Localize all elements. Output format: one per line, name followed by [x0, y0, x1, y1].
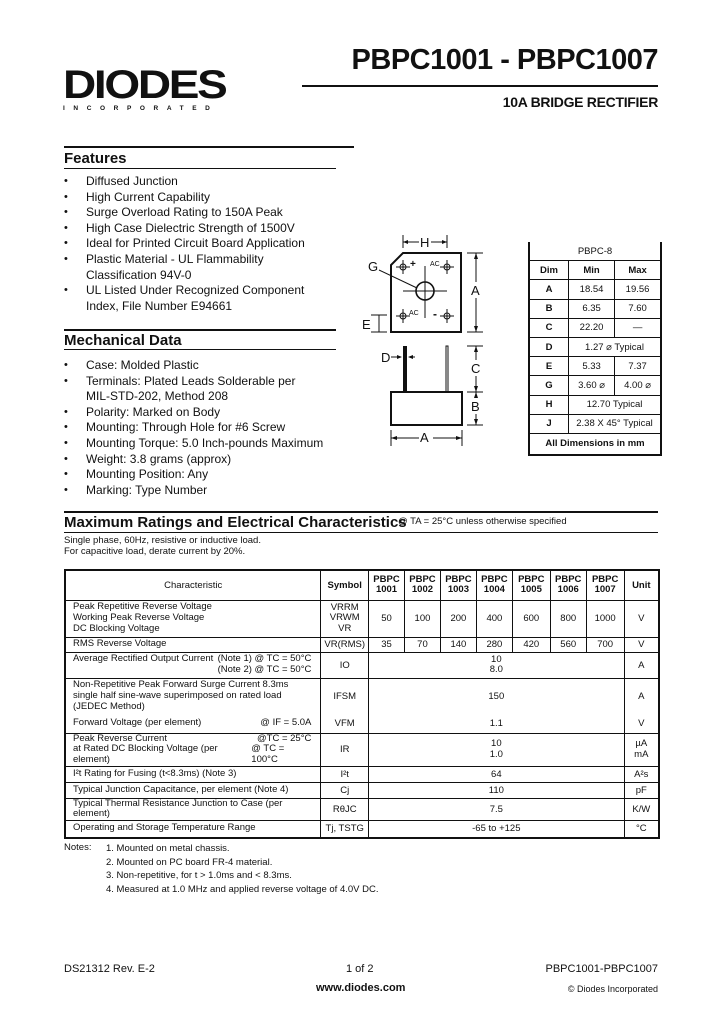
footer-part-number: PBPC1001-PBPC1007	[545, 963, 658, 975]
notes-label: Notes:	[64, 842, 92, 853]
package-name: PBPC-8	[530, 242, 660, 261]
features-underline	[64, 168, 336, 169]
dim-row: H 12.70 Typical	[530, 395, 660, 414]
table-row: Average Rectified Output Current (Note 1) @ TC = 50°C (Note 2) @ TC = 50°C IO 10 8.0 A	[66, 652, 658, 678]
dim-row: B 6.35 7.60	[530, 299, 660, 318]
dim-label-e: E	[362, 317, 371, 332]
col-part: PBPC 1007	[586, 571, 624, 600]
polarity-plus: +	[410, 259, 416, 270]
table-row: Typical Junction Capacitance, per element (Note 4) Cj 110 pF	[66, 782, 658, 798]
ratings-heading: Maximum Ratings and Electrical Characteristics	[64, 514, 407, 531]
notes-list	[106, 842, 378, 896]
polarity-minus: -	[433, 307, 437, 321]
dimension-table	[528, 242, 662, 456]
feature-item: • Diffused Junction	[64, 174, 334, 190]
dim-row: A 18.54 19.56	[530, 280, 660, 299]
ratings-table	[64, 569, 660, 839]
dim-label-d: D	[381, 350, 391, 365]
col-symbol: Symbol	[321, 571, 369, 600]
dim-row: C 22.20 —	[530, 318, 660, 337]
table-row: I²t Rating for Fusing (t<8.3ms) (Note 3) I²t 64 A²s	[66, 766, 658, 782]
table-row: RMS Reverse Voltage VR(RMS) 35 70 140 280 420 560 700 V	[66, 637, 658, 652]
title-divider	[302, 85, 658, 87]
feature-item: • Ideal for Printed Circuit Board Application	[64, 236, 334, 252]
ratings-rule	[64, 511, 658, 513]
table-row: Peak Repetitive Reverse Voltage Working Peak Reverse Voltage DC Blocking Voltage VRRM VRWM VR 50 100 200 400 600 800 1000 V	[66, 600, 658, 637]
col-unit: Unit	[624, 571, 658, 600]
logo-subtitle: INCORPORATED	[63, 105, 219, 112]
features-list	[64, 174, 334, 314]
features-rule	[64, 146, 354, 148]
mechanical-rule	[64, 329, 336, 331]
dim-label-a-bottom: A	[420, 430, 429, 445]
note-item: 3. Non-repetitive, for t > 1.0ms and < 8.3ms.	[106, 870, 292, 881]
diodes-logo	[63, 63, 226, 112]
feature-item: • Plastic Material - UL Flammability Classification 94V-0	[64, 252, 286, 283]
col-part: PBPC 1004	[476, 571, 512, 600]
pin-ac-label: AC	[430, 261, 440, 268]
mechanical-item: • Mounting: Through Hole for #6 Screw	[64, 420, 334, 436]
mechanical-underline	[64, 349, 336, 350]
table-header-row	[66, 571, 658, 600]
logo-wordmark: DIODES	[63, 63, 226, 107]
table-row: Non-Repetitive Peak Forward Surge Current 8.3ms single half sine-wave superimposed on rated load (JEDEC Method) IFSM 150 A	[66, 678, 658, 714]
feature-item: • High Current Capability	[64, 190, 334, 206]
ratings-condition: @ TA = 25°C unless otherwise specified	[398, 516, 567, 527]
col-part: PBPC 1002	[404, 571, 440, 600]
load-note-1: Single phase, 60Hz, resistive or inductive load.	[64, 535, 261, 546]
dim-label-c: C	[471, 361, 481, 376]
max-header: Max	[615, 261, 660, 280]
note-item: 2. Mounted on PC board FR-4 material.	[106, 856, 273, 868]
dim-label-a-top: A	[471, 283, 480, 298]
dimensions-unit-note: All Dimensions in mm	[545, 438, 645, 450]
mechanical-item: • Weight: 3.8 grams (approx)	[64, 452, 334, 468]
features-heading: Features	[64, 150, 127, 167]
dim-row: D 1.27 ⌀ Typical	[530, 337, 660, 356]
dim-row: G 3.60 ⌀ 4.00 ⌀	[530, 376, 660, 395]
table-row: Operating and Storage Temperature Range Tj, TSTG -65 to +125 °C	[66, 821, 658, 837]
table-row: Forward Voltage (per element) @ IF = 5.0A VFM 1.1 V	[66, 714, 658, 733]
copyright: © Diodes Incorporated	[567, 984, 658, 994]
note-item: 1. Mounted on metal chassis.	[106, 843, 230, 854]
col-part: PBPC 1005	[512, 571, 550, 600]
website-link[interactable]: www.diodes.com	[316, 982, 406, 994]
mechanical-item: • Case: Molded Plastic	[64, 358, 334, 374]
page-subtitle: 10A BRIDGE RECTIFIER	[502, 94, 658, 110]
dim-label-g: G	[368, 259, 379, 274]
col-part: PBPC 1001	[369, 571, 405, 600]
feature-item: • UL Listed Under Recognized Component Index, File Number E94661	[64, 283, 311, 314]
table-row: Peak Reverse Current @TC = 25°C at Rated DC Blocking Voltage (per element) @ TC = 100°C IR 10 1.0 µA mA	[66, 733, 658, 766]
feature-item: • High Case Dielectric Strength of 1500V	[64, 221, 334, 237]
mechanical-item: • Polarity: Marked on Body	[64, 405, 334, 421]
mechanical-item: • Marking: Type Number	[64, 483, 334, 499]
document-id: DS21312 Rev. E-2	[64, 963, 155, 975]
ratings-underline	[64, 532, 658, 533]
col-part: PBPC 1003	[440, 571, 476, 600]
col-characteristic: Characteristic	[66, 571, 321, 600]
load-note-2: For capacitive load, derate current by 20%.	[64, 546, 246, 557]
page-title: PBPC1001 - PBPC1007	[351, 44, 658, 76]
mechanical-item: • Mounting Position: Any	[64, 467, 334, 483]
pin-ac-label: AC	[409, 310, 419, 317]
mechanical-item: • Terminals: Plated Leads Solderable per MIL-STD-202, Method 208	[64, 374, 306, 405]
dim-row: J 2.38 X 45° Typical	[530, 414, 660, 433]
page-number: 1 of 2	[346, 963, 374, 975]
mechanical-item: • Mounting Torque: 5.0 Inch-pounds Maximum	[64, 436, 334, 452]
dim-header: Dim	[530, 261, 569, 280]
note-item: 4. Measured at 1.0 MHz and applied reverse voltage of 4.0V DC.	[106, 883, 379, 895]
package-outline-diagram	[355, 230, 505, 450]
dim-label-b: B	[471, 399, 480, 414]
col-part: PBPC 1006	[550, 571, 586, 600]
dim-row: E 5.33 7.37	[530, 357, 660, 376]
table-row: Typical Thermal Resistance Junction to Case (per element) RθJC 7.5 K/W	[66, 798, 658, 820]
min-header: Min	[569, 261, 615, 280]
mechanical-list	[64, 358, 334, 498]
dim-label-h: H	[420, 235, 430, 250]
feature-item: • Surge Overload Rating to 150A Peak	[64, 205, 334, 221]
mechanical-heading: Mechanical Data	[64, 332, 182, 349]
